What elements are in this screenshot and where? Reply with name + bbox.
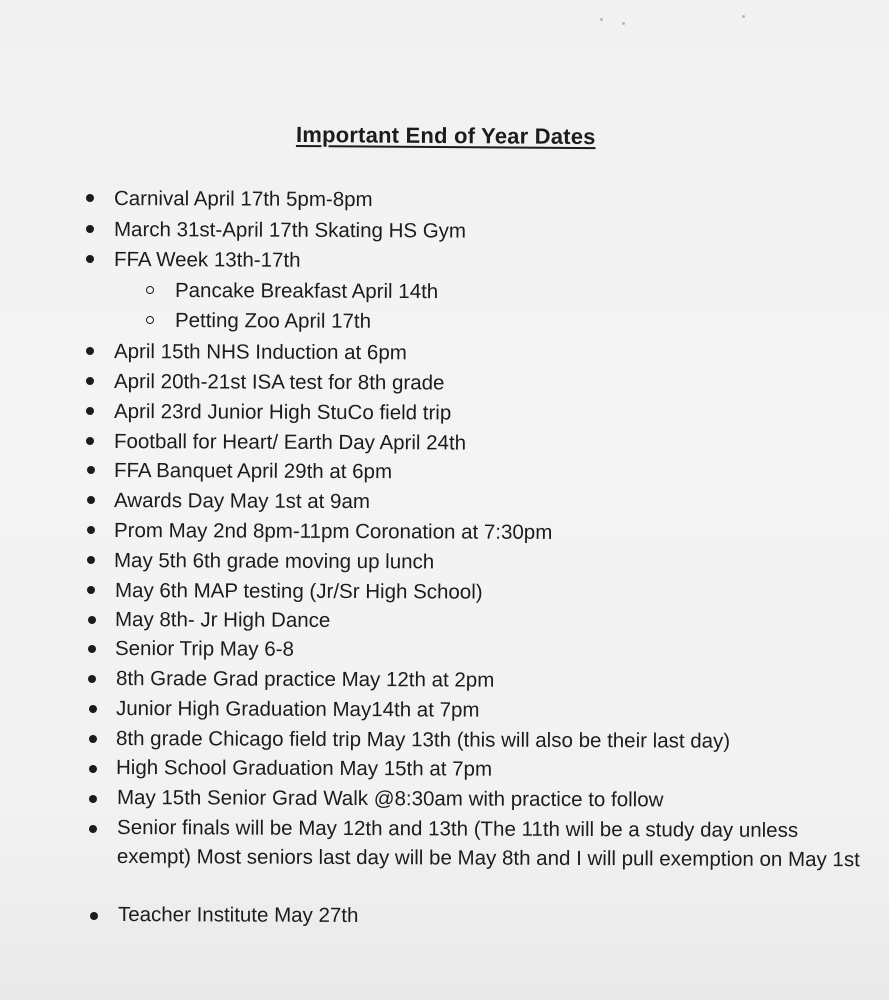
list-item: Teacher Institute May 27th bbox=[117, 903, 359, 928]
document-title: Important End of Year Dates bbox=[295, 122, 596, 150]
bullet-icon bbox=[88, 675, 96, 683]
bullet-icon bbox=[89, 705, 97, 713]
list-item: May 8th- Jr High Dance bbox=[114, 608, 331, 632]
bullet-icon bbox=[87, 466, 95, 474]
list-item: May 5th 6th grade moving up lunch bbox=[113, 549, 435, 574]
sub-list-item: Pancake Breakfast April 14th bbox=[174, 279, 439, 304]
list-item: April 15th NHS Induction at 6pm bbox=[113, 340, 407, 365]
list-item: May 15th Senior Grad Walk @8:30am with practice to follow bbox=[116, 786, 664, 812]
list-item: March 31st-April 17th Skating HS Gym bbox=[113, 218, 467, 243]
list-item: FFA Banquet April 29th at 6pm bbox=[113, 459, 393, 484]
list-item: April 20th-21st ISA test for 8th grade bbox=[113, 370, 445, 395]
bullet-icon bbox=[86, 437, 94, 445]
list-item: Awards Day May 1st at 9am bbox=[113, 489, 371, 514]
bullet-icon bbox=[86, 194, 94, 202]
bullet-icon bbox=[88, 616, 96, 624]
bullet-icon bbox=[87, 526, 95, 534]
list-item: 8th grade Chicago field trip May 13th (this will also be their last day) bbox=[115, 727, 731, 753]
sub-list-item: Petting Zoo April 17th bbox=[174, 309, 372, 333]
bullet-icon bbox=[87, 586, 95, 594]
bullet-icon bbox=[86, 347, 94, 355]
bullet-icon bbox=[87, 556, 95, 564]
sub-bullet-icon bbox=[146, 316, 154, 324]
bullet-icon bbox=[86, 225, 94, 233]
sub-bullet-icon bbox=[146, 286, 154, 294]
list-item: April 23rd Junior High StuCo field trip bbox=[113, 400, 452, 425]
list-item: Senior Trip May 6-8 bbox=[114, 637, 294, 661]
list-item: Junior High Graduation May14th at 7pm bbox=[115, 697, 480, 722]
bullet-icon bbox=[86, 377, 94, 385]
bullet-icon bbox=[89, 825, 97, 833]
bullet-icon bbox=[89, 735, 97, 743]
bullet-icon bbox=[89, 765, 97, 773]
list-item: Carnival April 17th 5pm-8pm bbox=[113, 187, 373, 212]
bullet-icon bbox=[86, 255, 94, 263]
list-item: May 6th MAP testing (Jr/Sr High School) bbox=[114, 579, 483, 604]
list-item: FFA Week 13th-17th bbox=[113, 248, 301, 272]
bullet-icon bbox=[88, 645, 96, 653]
list-item: 8th Grade Grad practice May 12th at 2pm bbox=[115, 667, 495, 692]
list-item: Senior finals will be May 12th and 13th (The 11th will be a study day unless exempt) Most seniors last day will be May 8th and I will pull exemption on May 1st bbox=[116, 816, 860, 872]
bullet-icon bbox=[90, 912, 98, 920]
list-item: Football for Heart/ Earth Day April 24th bbox=[113, 430, 467, 455]
bullet-icon bbox=[89, 795, 97, 803]
list-item: Prom May 2nd 8pm-11pm Coronation at 7:30pm bbox=[113, 519, 553, 544]
bullet-icon bbox=[86, 407, 94, 415]
list-item: High School Graduation May 15th at 7pm bbox=[115, 756, 493, 781]
bullet-icon bbox=[87, 496, 95, 504]
